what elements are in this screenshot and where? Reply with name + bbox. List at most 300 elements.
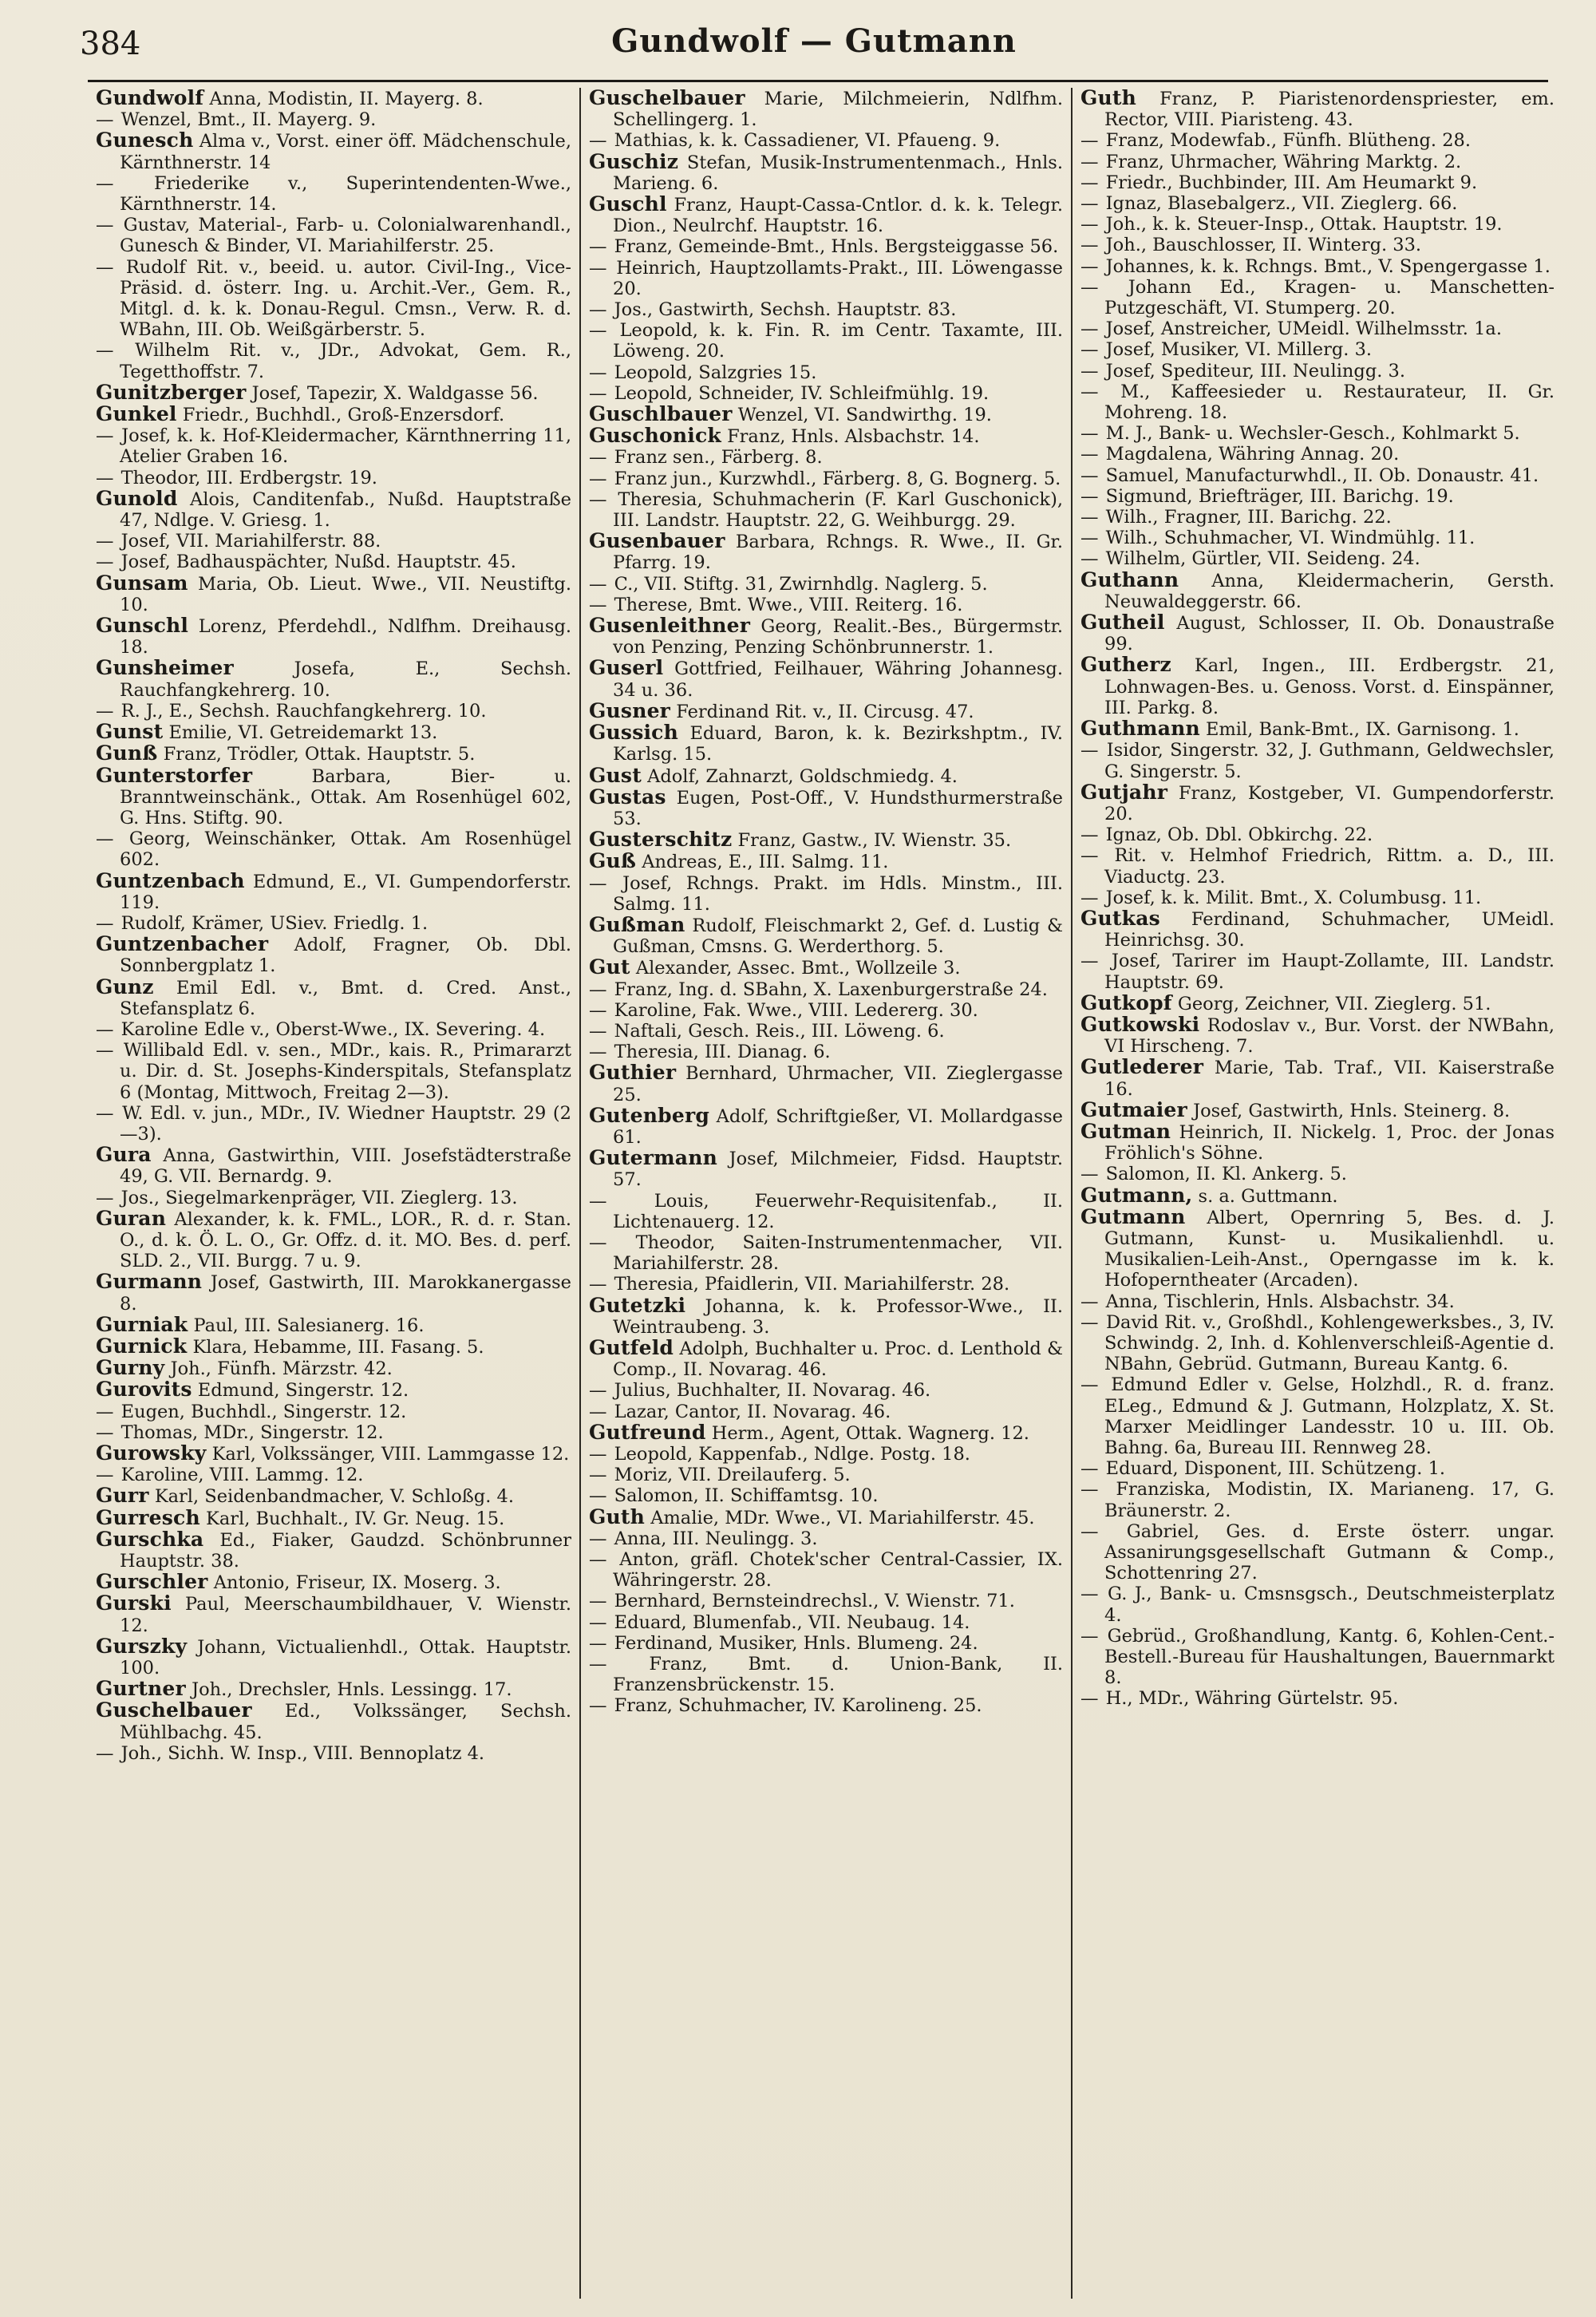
entry-dash: —	[589, 594, 613, 615]
entry-text: Josef, Tarirer im Haupt-Zollamte, III. Landstr. Hauptstr. 69.	[1104, 951, 1555, 993]
entry-dash: —	[589, 1591, 613, 1612]
directory-entry	[1080, 277, 1555, 318]
entry-text: Anna, Modistin, II. Mayerg. 8.	[209, 89, 484, 109]
directory-entry	[1080, 528, 1555, 548]
entry-surname: Guran	[96, 1206, 167, 1230]
entry-text: Franz, Gastw., IV. Wienstr. 35.	[737, 830, 1012, 852]
entry-text: Franziska, Modistin, IX. Marianeng. 17, G. Bräunerstr. 2.	[1104, 1479, 1555, 1521]
directory-entry	[96, 1379, 571, 1401]
entry-surname: Guschiz	[589, 149, 679, 173]
entry-text: Josef, Milchmeier, Fidsd. Hauptstr. 57.	[613, 1149, 1063, 1191]
entry-text: Rit. v. Helmhof Friedrich, Rittm. a. D., III. Viaductg. 23.	[1104, 845, 1555, 888]
directory-entry	[96, 531, 571, 552]
directory-entry	[589, 1062, 1063, 1105]
directory-entry	[96, 913, 571, 934]
directory-entry	[1080, 256, 1555, 277]
entry-text: Johanna, k. k. Professor-Wwe., II. Weintraubeng. 3.	[613, 1295, 1063, 1338]
directory-entry	[1080, 1626, 1555, 1689]
entry-surname: Gutetzki	[589, 1293, 686, 1317]
directory-entry	[589, 912, 1063, 958]
directory-entry	[96, 173, 571, 215]
entry-text: Wilh., Fragner, III. Barichg. 22.	[1105, 507, 1392, 528]
entry-surname: Guschlbauer	[589, 402, 733, 426]
entry-surname: Guschonick	[589, 424, 721, 448]
entry-surname: Gutmann	[1080, 1204, 1186, 1228]
directory-entry	[96, 573, 571, 615]
directory-entry	[589, 1633, 1063, 1654]
entry-dash: —	[589, 299, 613, 321]
entry-text: Georg, Realit.-Bes., Bürgermstr. von Penzing, Penzing Schönbrunnerstr. 1.	[613, 616, 1063, 658]
directory-entry	[96, 1312, 571, 1336]
entry-text: Adolf, Zahnarzt, Goldschmiedg. 4.	[647, 765, 958, 787]
entry-dash: —	[589, 1274, 613, 1295]
directory-entry	[96, 88, 571, 109]
entry-text: Emil Edl. v., Bmt. d. Cred. Anst., Stefansplatz 6.	[120, 977, 571, 1019]
entry-dash: —	[589, 468, 613, 489]
directory-entry	[589, 1695, 1063, 1716]
entry-surname: Gutkas	[1080, 906, 1160, 930]
entry-text: Ed., Volkssänger, Sechsh. Mühlbachg. 45.	[120, 1701, 571, 1743]
entry-text: Joh., Drechsler, Hnls. Lessingg. 17.	[192, 1679, 512, 1701]
entry-text: Albert, Opernring 5, Bes. d. J. Gutmann, Kunst- u. Musikalienhdl. u. Musikalien-Leih-Anst., Operngasse im k. k. Hofoperntheater (Arcaden).	[1104, 1207, 1555, 1291]
entry-dash: —	[96, 1187, 120, 1208]
directory-entry	[589, 1232, 1063, 1274]
directory-entry	[96, 488, 571, 531]
entry-surname: Guß	[589, 849, 637, 873]
entry-text: Leopold, Kappenfab., Ndlge. Postg. 18.	[614, 1444, 970, 1465]
entry-dash: —	[1080, 360, 1104, 382]
entry-text: Theresia, Schuhmacherin (F. Karl Guschonick), III. Landstr. Hauptstr. 22, G. Weihburgg. 29.	[613, 488, 1063, 532]
entry-surname: Gurschler	[96, 1570, 208, 1594]
entry-dash: —	[1080, 235, 1104, 256]
entry-dash: —	[1080, 548, 1104, 570]
directory-entry	[96, 615, 571, 658]
entry-text: Franz, P. Piaristenordenspriester, em. Rector, VIII. Piaristeng. 43.	[1104, 89, 1555, 131]
entry-dash: —	[1080, 1584, 1107, 1605]
directory-entry	[589, 1465, 1063, 1485]
directory-entry	[96, 109, 571, 130]
entry-text: W. Edl. v. jun., MDr., IV. Wiedner Hauptstr. 29 (2—3).	[120, 1102, 571, 1145]
entry-dash: —	[589, 1042, 613, 1063]
entry-text: Franz jun., Kurzwhdl., Färberg. 8, G. Bognerg. 5.	[614, 468, 1061, 489]
directory-entry	[96, 765, 571, 829]
entry-text: Franz, Modewfab., Fünfh. Blütheng. 28.	[1105, 130, 1472, 152]
entry-text: Karl, Ingen., III. Erdbergstr. 21, Lohnwagen-Bes. u. Genoss. Vorst. d. Einspänner, III. Parkg. 8.	[1104, 655, 1555, 718]
column-middle	[579, 88, 1071, 2299]
directory-entry	[96, 1040, 571, 1103]
directory-entry	[589, 425, 1063, 447]
entry-surname: Gunterstorfer	[96, 763, 253, 787]
directory-entry	[589, 1485, 1063, 1506]
directory-entry	[589, 1422, 1063, 1444]
entry-text: Josef, VII. Mariahilferstr. 88.	[120, 531, 381, 552]
entry-text: Emilie, VI. Getreidemarkt 13.	[168, 722, 438, 744]
entry-dash: —	[1080, 381, 1120, 402]
entry-surname: Gunesch	[96, 129, 194, 152]
entry-surname: Gunold	[96, 486, 178, 510]
entry-surname: Gutmann,	[1080, 1183, 1193, 1207]
entry-text: David Rit. v., Großhdl., Kohlengewerksbes., 3, IV. Schwindg. 2, Inh. d. Kohlenverschleiß-Agentie d. NBahn, Gebrüd. Gutmann, Bureau Kantg. 6.	[1104, 1311, 1555, 1375]
directory-entry	[96, 1402, 571, 1422]
directory-entry	[1080, 845, 1555, 887]
entry-text: Theresia, Pfaidlerin, VII. Mariahilferstr. 28.	[614, 1274, 1010, 1295]
entry-text: Franz, Kostgeber, VI. Gumpendorferstr. 20.	[1104, 782, 1555, 824]
entry-surname: Gutermann	[589, 1146, 717, 1170]
entry-dash: —	[589, 872, 622, 894]
entry-surname: Gusenbauer	[589, 529, 725, 553]
entry-surname: Gutkowski	[1080, 1012, 1200, 1036]
directory-entry	[589, 447, 1063, 468]
entry-dash: —	[589, 1549, 618, 1571]
directory-entry	[589, 1380, 1063, 1401]
entry-dash: —	[1080, 193, 1104, 215]
entry-dash: —	[1080, 465, 1104, 486]
entry-dash: —	[96, 828, 128, 850]
directory-entry	[96, 701, 571, 722]
entry-dash: —	[1080, 255, 1104, 277]
entry-text: Heinrich, II. Nickelg. 1, Proc. der Jonas Fröhlich's Söhne.	[1104, 1121, 1555, 1164]
entry-surname: Guthann	[1080, 567, 1179, 591]
directory-entry	[96, 382, 571, 404]
entry-text: Karoline Edle v., Oberst-Wwe., IX. Severing. 4.	[120, 1018, 546, 1040]
directory-entry	[589, 1654, 1063, 1695]
directory-entry	[96, 1336, 571, 1358]
entry-surname: Gurtner	[96, 1677, 186, 1701]
entry-text: Rudolf Rit. v., beeid. u. autor. Civil-Ing., Vice-Präsid. d. österr. Ing. u. Archit.-Ver., Gem. R., Mitgl. d. k. k. Donau-Regul. Cmsn., Verw. R. d. WBahn, III. Ob. Weißgärberstr. 5.	[120, 256, 572, 341]
entry-text: Edmund Edler v. Gelse, Holzhdl., R. d. franz. ELeg., Edmund & J. Gutmann, Holzplatz, X. St. Marxer Meidlinger Landesstr. 10 u. III. Ob. Bahng. 6a, Bureau III. Rennweg 28.	[1104, 1374, 1555, 1458]
entry-dash: —	[1080, 887, 1104, 908]
entry-dash: —	[1080, 1458, 1104, 1480]
directory-entry	[1080, 465, 1555, 486]
entry-text: Franz, Trödler, Ottak. Hauptstr. 5.	[163, 744, 476, 765]
entry-surname: Gussich	[589, 721, 678, 745]
entry-text: Ignaz, Ob. Dbl. Obkirchg. 22.	[1105, 824, 1373, 846]
entry-dash: —	[1080, 1688, 1104, 1710]
entry-text: Josef, Badhauspächter, Nußd. Hauptstr. 45.	[120, 552, 516, 573]
entry-text: Josef, Anstreicher, UMeidl. Wilhelmsstr. 1a.	[1105, 318, 1502, 340]
entry-surname: Gusterschitz	[589, 828, 733, 852]
directory-entry	[589, 957, 1063, 979]
entry-surname: Gusenleithner	[589, 614, 751, 638]
entry-text: Naftali, Gesch. Reis., III. Löweng. 6.	[614, 1020, 945, 1042]
directory-entry	[1080, 486, 1555, 507]
entry-dash: —	[96, 1102, 121, 1124]
entry-dash: —	[1080, 276, 1127, 298]
header-rule	[88, 80, 1548, 82]
directory-entry	[96, 743, 571, 765]
directory-entry	[589, 1549, 1063, 1591]
directory-entry	[1080, 193, 1555, 214]
entry-dash: —	[1080, 951, 1110, 972]
entry-text: Salomon, II. Schiffamtsg. 10.	[614, 1485, 879, 1507]
entry-surname: Gunkel	[96, 402, 177, 426]
directory-entry	[96, 977, 571, 1019]
entry-text: Marie, Tab. Traf., VII. Kaiserstraße 16.	[1104, 1058, 1555, 1100]
directory-entry	[96, 658, 571, 700]
entry-text: C., VII. Stiftg. 31, Zwirnhdlg. Naglerg. 5.	[614, 573, 988, 595]
entry-dash: —	[589, 999, 613, 1021]
entry-surname: Gurny	[96, 1356, 165, 1380]
directory-entry	[1080, 1688, 1555, 1709]
entry-text: Gebrüd., Großhandlung, Kantg. 6, Kohlen-Cent.-Bestell.-Bureau für Haushaltungen, Bauernmarkt 8.	[1104, 1625, 1555, 1689]
directory-entry	[589, 1191, 1063, 1232]
entry-dash: —	[96, 256, 124, 278]
entry-text: Willibald Edl. v. sen., MDr., kais. R., Primararzt u. Dir. d. St. Josephs-Kinderspitals, Stefansplatz 6 (Montag, Mittwoch, Freitag 2—3).	[120, 1040, 572, 1103]
directory-entry	[589, 1000, 1063, 1021]
entry-dash: —	[589, 382, 613, 404]
entry-dash: —	[96, 1421, 120, 1443]
directory-entry	[96, 1443, 571, 1465]
entry-surname: Gunitzberger	[96, 380, 247, 404]
entry-dash: —	[96, 700, 120, 722]
entry-dash: —	[96, 1018, 120, 1040]
directory-entry	[589, 829, 1063, 851]
entry-surname: Gurresch	[96, 1505, 200, 1529]
entry-surname: Gutfreund	[589, 1420, 706, 1444]
entry-dash: —	[589, 573, 613, 595]
entry-text: Ed., Fiaker, Gaudzd. Schönbrunner Hauptstr. 38.	[120, 1529, 571, 1572]
entry-text: s. a. Guttmann.	[1198, 1185, 1338, 1207]
entry-text: Anna, III. Neulingg. 3.	[614, 1528, 818, 1549]
entry-text: Franz, Haupt-Cassa-Cntlor. d. k. k. Telegr. Dion., Neulrchf. Hauptstr. 16.	[613, 195, 1063, 237]
entry-dash: —	[1080, 507, 1104, 528]
entry-dash: —	[96, 172, 152, 194]
entry-text: Anton, gräfl. Chotek'scher Central-Cassier, IX. Währingerstr. 28.	[613, 1549, 1063, 1591]
directory-entry	[96, 1145, 571, 1187]
entry-dash: —	[1080, 130, 1104, 152]
directory-entry	[589, 658, 1063, 700]
entry-text: Jos., Siegelmarkenpräger, VII. Zieglerg. 13.	[120, 1187, 518, 1208]
entry-dash: —	[589, 362, 613, 383]
entry-surname: Gunschl	[96, 614, 189, 638]
entry-text: Eduard, Baron, k. k. Bezirkshptm., IV. Karlsg. 15.	[613, 723, 1064, 765]
entry-dash: —	[96, 912, 120, 934]
entry-text: Karl, Volkssänger, VIII. Lammgasse 12.	[211, 1444, 570, 1465]
directory-entry	[589, 873, 1063, 915]
entry-dash: —	[96, 215, 122, 236]
entry-dash: —	[589, 1444, 613, 1465]
entry-text: Alexander, k. k. FML., LOR., R. d. r. Stan. O., d. k. Ö. L. O., Gr. Offz. d. it. MO. Bes. d. perf. SLD. 2., VII. Burgg. 7 u. 9.	[120, 1208, 571, 1272]
entry-text: Emil, Bank-Bmt., IX. Garnisong. 1.	[1206, 719, 1519, 741]
directory-entry	[1080, 951, 1555, 992]
entry-text: Johann, Victualienhdl., Ottak. Hauptstr. 100.	[120, 1636, 571, 1679]
entry-text: Antonio, Friseur, IX. Moserg. 3.	[213, 1572, 501, 1594]
directory-entry	[1080, 1458, 1555, 1479]
entry-surname: Guschelbauer	[96, 1698, 252, 1722]
entry-text: Josef, Gastwirth, Hnls. Steinerg. 8.	[1193, 1100, 1511, 1121]
entry-dash: —	[96, 1401, 120, 1422]
entry-text: Franz, Bmt. d. Union-Bank, II. Franzensbrückenstr. 15.	[613, 1654, 1064, 1696]
entry-dash: —	[96, 552, 120, 573]
directory-entry	[589, 149, 1063, 194]
entry-text: Anna, Tischlerin, Hnls. Alsbachstr. 34.	[1105, 1291, 1455, 1312]
entry-surname: Gurowsky	[96, 1441, 207, 1465]
entry-surname: Gutlederer	[1080, 1055, 1204, 1079]
entry-dash: —	[1080, 151, 1104, 172]
entry-text: Theodor, Saiten-Instrumentenmacher, VII. Mariahilferstr. 28.	[613, 1232, 1064, 1275]
entry-text: R. J., E., Sechsh. Rauchfangkehrerg. 10.	[120, 700, 487, 722]
entry-text: Adolf, Schriftgießer, VI. Mollardgasse 61.	[613, 1105, 1063, 1148]
directory-entry	[589, 1528, 1063, 1549]
entry-text: Franz, Hnls. Alsbachstr. 14.	[727, 426, 980, 448]
entry-text: Leopold, Salzgries 15.	[614, 362, 817, 383]
entry-text: Leopold, k. k. Fin. R. im Centr. Taxamte, III. Löweng. 20.	[613, 320, 1063, 362]
directory-entry	[96, 1572, 571, 1593]
directory-entry	[1080, 444, 1555, 465]
entry-surname: Guschelbauer	[589, 88, 745, 109]
entry-text: Sigmund, Briefträger, III. Barichg. 19.	[1105, 485, 1454, 507]
entry-text: Barbara, Bier- u. Branntweinschänk., Ottak. Am Rosenhügel 602, G. Hns. Stiftg. 90.	[120, 765, 571, 828]
entry-dash: —	[1080, 485, 1104, 507]
directory-entry	[1080, 152, 1555, 172]
entry-surname: Gurnick	[96, 1334, 188, 1358]
directory-entry	[1080, 548, 1555, 569]
entry-text: M., Kaffeesieder u. Restaurateur, II. Gr. Mohreng. 18.	[1104, 381, 1555, 424]
entry-dash: —	[589, 1020, 613, 1042]
directory-entry	[589, 130, 1063, 151]
entry-text: Edmund, Singerstr. 12.	[197, 1380, 409, 1402]
entry-dash: —	[1080, 1291, 1104, 1312]
entry-text: Edmund, E., VI. Gumpendorferstr. 119.	[120, 871, 572, 913]
entry-text: Anna, Kleidermacherin, Gersth. Neuwaldeggerstr. 66.	[1104, 570, 1555, 612]
directory-entry	[1080, 423, 1555, 444]
entry-text: Wilhelm, Gürtler, VII. Seideng. 24.	[1105, 548, 1420, 570]
entry-text: Bernhard, Uhrmacher, VII. Zieglergasse 25.	[613, 1063, 1063, 1105]
entry-text: Friederike v., Superintendenten-Wwe., Kärnthnerstr. 14.	[120, 172, 571, 215]
entry-text: Samuel, Manufacturwhdl., II. Ob. Donaustr. 41.	[1105, 465, 1539, 486]
directory-entry	[1080, 235, 1555, 255]
directory-entry	[589, 1105, 1063, 1148]
entry-dash: —	[589, 236, 613, 258]
entry-surname: Gutfeld	[589, 1335, 674, 1359]
entry-text: Josef, Gastwirth, III. Marokkanergasse 8.	[120, 1272, 571, 1315]
column-right	[1071, 88, 1562, 2299]
directory-entry	[589, 1504, 1063, 1528]
entry-surname: Guth	[589, 1504, 646, 1528]
entry-dash: —	[96, 1465, 120, 1486]
entry-dash: —	[589, 1465, 613, 1486]
directory-entry	[589, 979, 1063, 1000]
entry-surname: Gustas	[589, 785, 666, 809]
entry-surname: Gust	[589, 763, 642, 787]
directory-entry	[96, 1103, 571, 1145]
entry-text: Barbara, Rchngs. R. Wwe., II. Gr. Pfarrg. 19.	[613, 532, 1063, 574]
entry-dash: —	[96, 1040, 122, 1062]
directory-entry	[96, 257, 571, 341]
entry-text: Johannes, k. k. Rchngs. Bmt., V. Spengergasse 1.	[1105, 255, 1551, 277]
entry-dash: —	[589, 1485, 613, 1507]
entry-dash: —	[1080, 740, 1105, 761]
directory-entry	[589, 1444, 1063, 1465]
entry-text: Franz, Uhrmacher, Währing Marktg. 2.	[1105, 151, 1462, 172]
entry-text: Stefan, Musik-Instrumentenmach., Hnls. Marieng. 6.	[613, 152, 1063, 194]
entry-text: Josefa, E., Sechsh. Rauchfangkehrerg. 10.	[120, 658, 571, 701]
entry-text: Wilh., Schuhmacher, VI. Windmühlg. 11.	[1105, 528, 1476, 549]
entry-dash: —	[96, 109, 120, 131]
entry-dash: —	[1080, 845, 1113, 867]
directory-entry	[589, 851, 1063, 872]
entry-text: August, Schlosser, II. Ob. Donaustraße 99.	[1104, 613, 1555, 655]
directory-entry	[96, 1593, 571, 1635]
entry-text: Adolph, Buchhalter u. Proc. d. Lenthold & Comp., II. Novarag. 46.	[613, 1338, 1064, 1381]
directory-entry	[96, 1505, 571, 1529]
entry-text: Josef, Rchngs. Prakt. im Hdls. Minstm., III. Salmg. 11.	[613, 872, 1063, 915]
entry-dash: —	[96, 1742, 120, 1764]
entry-text: Thomas, MDr., Singerstr. 12.	[120, 1421, 384, 1443]
directory-entry	[589, 258, 1063, 299]
directory-entry	[96, 1529, 571, 1572]
entry-surname: Guserl	[589, 656, 664, 680]
entry-text: Johann Ed., Kragen- u. Manschetten-Putzgeschäft, VI. Stumperg. 20.	[1104, 276, 1555, 319]
entry-surname: Gutjahr	[1080, 780, 1168, 804]
directory-entry	[96, 1208, 571, 1272]
entry-text: Anna, Gastwirthin, VIII. Josefstädterstraße 49, G. VII. Bernardg. 9.	[120, 1145, 571, 1188]
directory-entry	[589, 194, 1063, 236]
directory-entry	[589, 1612, 1063, 1633]
directory-entry	[1080, 1097, 1555, 1121]
directory-entry	[96, 1636, 571, 1678]
entry-text: Lazar, Cantor, II. Novarag. 46.	[614, 1401, 891, 1422]
entry-text: G. J., Bank- u. Cmsnsgsch., Deutschmeisterplatz 4.	[1104, 1584, 1555, 1626]
entry-text: Eduard, Blumenfab., VII. Neubaug. 14.	[614, 1611, 970, 1633]
directory-entry	[1080, 507, 1555, 528]
entry-text: Franz sen., Färberg. 8.	[614, 447, 823, 469]
directory-entry	[1080, 318, 1555, 339]
entry-text: Josef, Spediteur, III. Neulingg. 3.	[1105, 360, 1406, 382]
entry-text: Friedr., Buchhdl., Groß-Enzersdorf.	[182, 405, 505, 426]
entry-text: Magdalena, Währing Annag. 20.	[1105, 444, 1400, 465]
page-number: 384	[80, 26, 141, 62]
entry-dash: —	[589, 257, 615, 279]
entry-dash: —	[589, 1632, 613, 1654]
directory-entry	[589, 787, 1063, 829]
entry-dash: —	[96, 531, 120, 552]
directory-entry	[1080, 1374, 1555, 1458]
directory-entry	[589, 765, 1063, 787]
entry-surname: Guth	[1080, 88, 1137, 109]
entry-text: Alexander, Assec. Bmt., Wollzeile 3.	[635, 958, 961, 979]
page-header	[80, 22, 1548, 78]
directory-entry	[96, 1678, 571, 1700]
entry-dash: —	[96, 467, 120, 488]
entry-surname: Gutheil	[1080, 611, 1165, 635]
entry-surname: Gutkopf	[1080, 990, 1172, 1014]
entry-surname: Gurszky	[96, 1634, 188, 1658]
directory-entry	[589, 1295, 1063, 1338]
entry-surname: Gundwolf	[96, 88, 204, 109]
directory-entry	[589, 320, 1063, 362]
entry-text: H., MDr., Währing Gürtelstr. 95.	[1105, 1688, 1399, 1710]
entry-dash: —	[1080, 1311, 1104, 1333]
entry-text: Georg, Weinschänker, Ottak. Am Rosenhügel 602.	[120, 828, 572, 871]
entry-surname: Gunsheimer	[96, 656, 234, 680]
entry-text: Wilhelm Rit. v., JDr., Advokat, Gem. R., Tegetthoffstr. 7.	[120, 340, 571, 382]
directory-entry	[589, 404, 1063, 425]
entry-dash: —	[1080, 824, 1104, 846]
directory-entry	[1080, 1521, 1555, 1584]
entry-dash: —	[589, 130, 613, 152]
entry-text: Paul, Meerschaumbildhauer, V. Wienstr. 12.	[120, 1594, 571, 1636]
directory-entry	[1080, 1204, 1555, 1291]
entry-text: Andreas, E., III. Salmg. 11.	[642, 852, 889, 873]
directory-entry	[96, 1465, 571, 1485]
directory-entry	[1080, 1291, 1555, 1312]
entry-dash: —	[589, 488, 617, 510]
directory-entry	[1080, 214, 1555, 235]
entry-text: Josef, Tapezir, X. Waldgasse 56.	[251, 382, 539, 404]
entry-dash: —	[589, 1401, 613, 1422]
directory-entry	[589, 489, 1063, 531]
